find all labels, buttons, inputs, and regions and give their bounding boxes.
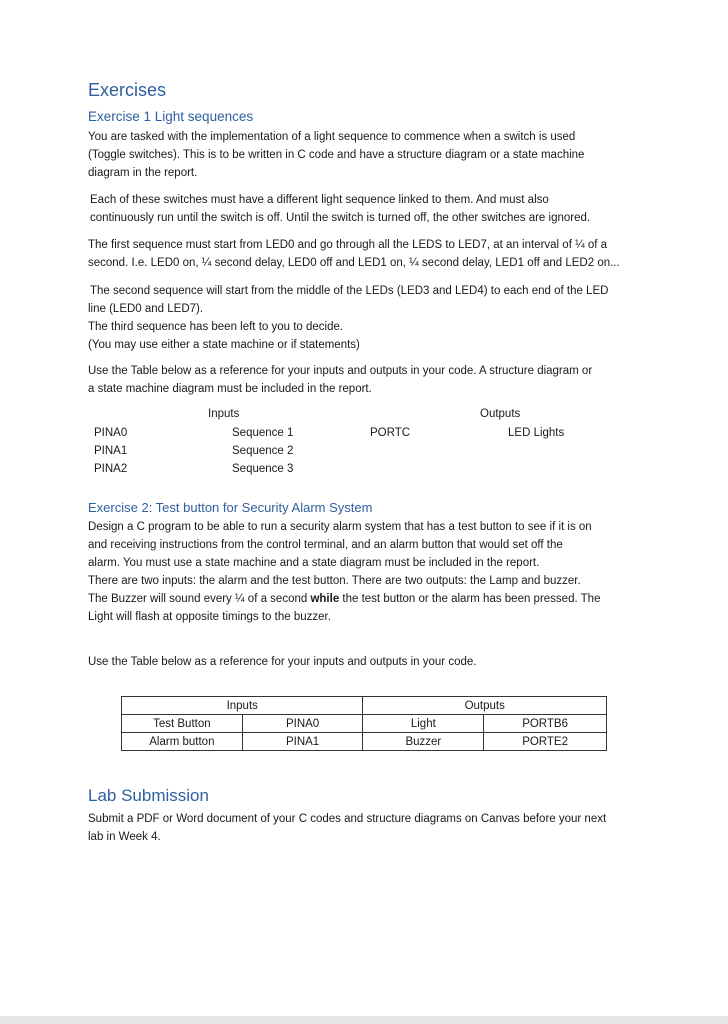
text-line: The third sequence has been left to you to decide. xyxy=(88,321,344,333)
bold-word: while xyxy=(310,593,340,605)
text-line xyxy=(88,590,648,608)
pin-label: PINA2 xyxy=(94,463,128,475)
pin-cell: PINA1 xyxy=(242,733,363,751)
outputs-header: Outputs xyxy=(363,697,607,715)
exercise-1-heading: Exercise 1 Light sequences xyxy=(88,109,254,124)
inputs-header: Inputs xyxy=(122,697,363,715)
text-line: (Toggle switches). This is to be written in C code and have a structure diagram or a state machine xyxy=(88,149,585,161)
text-line: diagram in the report. xyxy=(88,167,198,179)
sequence-label: Sequence 2 xyxy=(232,445,294,457)
text-line: Submit a PDF or Word document of your C codes and structure diagrams on Canvas before your next xyxy=(88,813,607,825)
text-line: Light will flash at opposite timings to the buzzer. xyxy=(88,611,331,623)
ex2-io-table xyxy=(121,696,607,751)
text-line: and receiving instructions from the control terminal, and an alarm button that would set off the xyxy=(88,539,563,551)
text-line: alarm. You must use a state machine and a state diagram must be included in the report. xyxy=(88,557,540,569)
port-label: PORTC xyxy=(370,427,411,439)
port-cell: PORTE2 xyxy=(484,733,607,751)
page-bottom-edge xyxy=(0,1016,728,1024)
ex2-paragraph xyxy=(88,518,648,626)
outputs-header: Outputs xyxy=(480,408,521,420)
text-line: You are tasked with the implementation of a light sequence to commence when a switch is used xyxy=(88,131,576,143)
pin-cell: PINA0 xyxy=(242,715,363,733)
table-row xyxy=(122,733,607,751)
text-line: Each of these switches must have a different light sequence linked to them. And must also xyxy=(90,194,549,206)
output-cell: Light xyxy=(363,715,484,733)
text-line: The first sequence must start from LED0 and go through all the LEDS to LED7, at an interval of ¼ of a xyxy=(88,239,608,251)
lab-submission-heading: Lab Submission xyxy=(88,786,209,805)
page-title: Exercises xyxy=(88,80,167,100)
output-cell: Buzzer xyxy=(363,733,484,751)
text-run: the test button or the alarm has been pressed. The xyxy=(339,593,601,605)
pin-label: PINA1 xyxy=(94,445,128,457)
ex1-paragraph-4 xyxy=(88,282,644,354)
table-header-row xyxy=(122,697,607,715)
ex2-table-intro: Use the Table below as a reference for your inputs and outputs in your code. xyxy=(88,656,477,668)
ex1-paragraph-3 xyxy=(88,236,648,272)
sequence-label: Sequence 1 xyxy=(232,427,294,439)
text-line: line (LED0 and LED7). xyxy=(88,303,204,315)
input-cell: Alarm button xyxy=(122,733,243,751)
output-device-label: LED Lights xyxy=(508,427,565,439)
table-row xyxy=(122,715,607,733)
ex1-paragraph-5 xyxy=(88,362,644,398)
input-cell: Test Button xyxy=(122,715,243,733)
lab-submission-paragraph xyxy=(88,810,648,846)
pin-label: PINA0 xyxy=(94,427,128,439)
sequence-label: Sequence 3 xyxy=(232,463,294,475)
exercise-2-heading: Exercise 2: Test button for Security Alarm System xyxy=(88,500,373,515)
text-line: second. I.e. LED0 on, ¼ second delay, LED0 off and LED1 on, ¼ second delay, LED1 off and LED2 on... xyxy=(88,257,620,269)
port-cell: PORTB6 xyxy=(484,715,607,733)
text-line: There are two inputs: the alarm and the test button. There are two outputs: the Lamp and buzzer. xyxy=(88,575,581,587)
text-line: Use the Table below as a reference for your inputs and outputs in your code. A structure diagram or xyxy=(88,365,593,377)
inputs-header: Inputs xyxy=(208,408,240,420)
ex1-paragraph-1 xyxy=(88,128,644,182)
text-run: The Buzzer will sound every ¼ of a second xyxy=(88,593,311,605)
text-line: a state machine diagram must be included in the report. xyxy=(88,383,372,395)
text-line: (You may use either a state machine or if statements) xyxy=(88,339,360,351)
text-line: Design a C program to be able to run a security alarm system that has a test button to see if it is on xyxy=(88,521,592,533)
ex1-paragraph-2 xyxy=(90,191,650,227)
text-line: The second sequence will start from the middle of the LEDs (LED3 and LED4) to each end of the LED xyxy=(90,285,609,297)
text-line: continuously run until the switch is off. Until the switch is turned off, the other switches are ignored. xyxy=(90,212,591,224)
text-line: lab in Week 4. xyxy=(88,831,161,843)
